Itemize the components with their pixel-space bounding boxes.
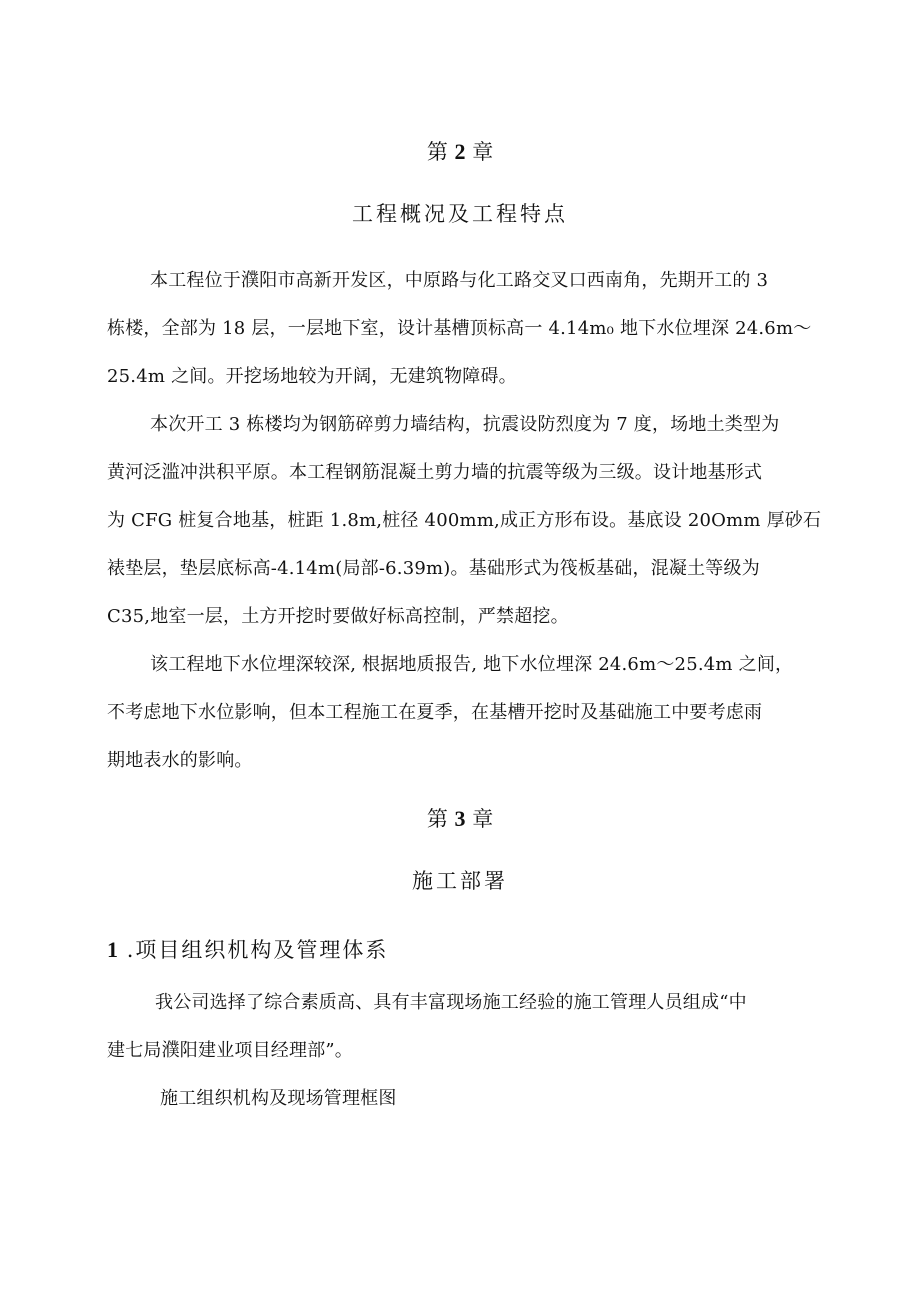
para3-line-3: 期地表水的影响。	[107, 750, 253, 771]
chapter-2-prefix: 第	[426, 140, 448, 164]
para4-line-1: 我公司选择了综合素质高、具有丰富现场施工经验的施工管理人员组成“中	[155, 992, 747, 1013]
figure-caption: 施工组织机构及现场管理框图	[160, 1088, 397, 1109]
section-1-number: 1	[107, 937, 118, 962]
para3-line-1: 该工程地下水位埋深较深, 根据地质报告, 地下水位埋深 24.6m～25.4m 之间，	[150, 654, 794, 675]
para3-line-2: 不考虑地下水位影响，但本工程施工在夏季，在基槽开挖时及基础施工中要考虑雨	[107, 702, 763, 723]
para4-line-2: 建七局濮阳建业项目经理部”。	[107, 1040, 354, 1061]
chapter-3-suffix: 章	[472, 807, 494, 831]
chapter-2-heading	[0, 137, 920, 167]
para2-line-3: 为 CFG 桩复合地基，桩距 1.8m,桩径 400mm,成正方形布设。基底设 20Omm 厚砂石	[107, 510, 822, 531]
para2-line-2: 黄河泛滥冲洪积平原。本工程钢筋混凝土剪力墙的抗震等级为三级。设计地基形式	[107, 462, 763, 483]
chapter-3-heading	[0, 804, 920, 834]
para1-line-2: 栋楼，全部为 18 层，一层地下室，设计基槽顶标高一 4.14m₀ 地下水位埋深 24.6m～	[107, 318, 812, 339]
para2-line-5: C35,地室一层，土方开挖时要做好标高控制，严禁超挖。	[107, 606, 569, 627]
chapter-3-title: 施工部署	[412, 869, 508, 893]
chapter-3-prefix: 第	[426, 807, 448, 831]
chapter-2-number: 2	[454, 139, 466, 164]
para1-line-3: 25.4m 之间。开挖场地较为开阔，无建筑物障碍。	[107, 366, 517, 387]
para2-line-1: 本次开工 3 栋楼均为钢筋碎剪力墙结构，抗震设防烈度为 7 度，场地土类型为	[150, 414, 780, 435]
para1-line-1: 本工程位于濮阳市高新开发区，中原路与化工路交叉口西南角，先期开工的 3	[150, 270, 769, 291]
chapter-3-number: 3	[454, 806, 466, 831]
section-1-heading	[107, 935, 388, 965]
section-1-title: .项目组织机构及管理体系	[126, 938, 389, 962]
para2-line-4: 裱垫层，垫层底标高-4.14m(局部-6.39m)。基础形式为筏板基础，混凝土等级为	[107, 558, 760, 579]
chapter-2-title: 工程概况及工程特点	[352, 202, 568, 226]
chapter-2-suffix: 章	[472, 140, 494, 164]
